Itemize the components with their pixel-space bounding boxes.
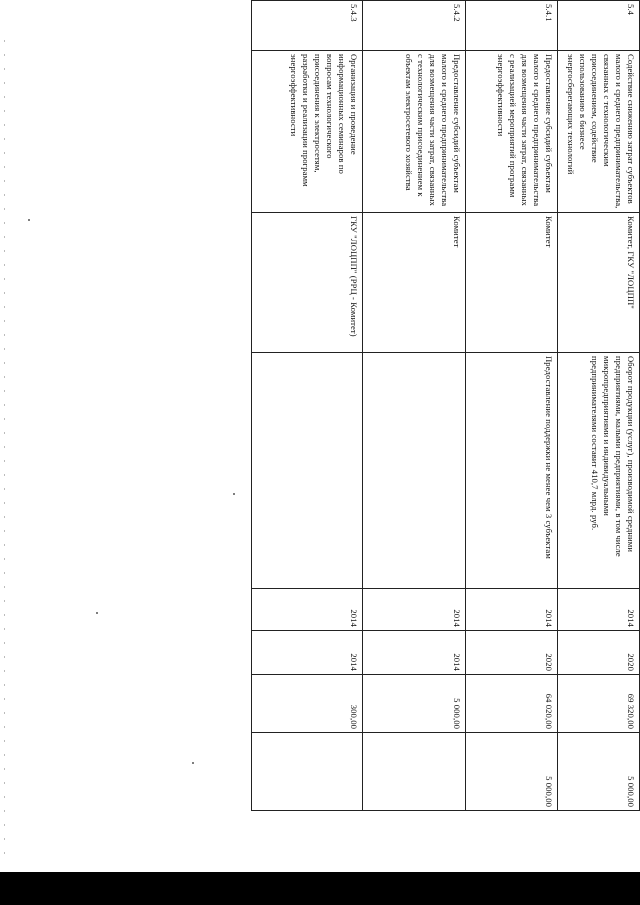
rotated-table-sheet [252,0,640,810]
amount-year-cell: 5 000,00 [466,733,558,811]
year-end-cell: 2014 [363,631,466,675]
result-cell: Предоставление поддержки не менее чем 3 субъектам [466,353,558,589]
measure-cell: Предоставление субсидий субъектам малого и среднего предпринимательства для возмещения части затрат, связанных с реализацией мероприятий программ энергоэффективности [466,51,558,213]
executor-cell: Комитет [466,213,558,353]
table-row [558,1,640,811]
scan-margin-noise [4,40,5,860]
year-start-cell: 2014 [363,589,466,631]
row-number: 5.4 [558,1,640,51]
program-table [251,0,640,811]
year-start-cell: 2014 [558,589,640,631]
year-start-cell: 2014 [252,589,363,631]
amount-total-cell: 64 020,00 [466,675,558,733]
amount-total-cell: 69 320,00 [558,675,640,733]
scan-speck [96,612,98,614]
measure-cell: Предоставление субсидий субъектам малого и среднего предпринимательства для возмещения части затрат, связанных с технологическим присоединением к объектам электросетевого хозяйства [363,51,466,213]
executor-cell: ГКУ "ЛОЦПП" (РРЦ - Комитет) [252,213,363,353]
amount-total-cell: 5 000,00 [363,675,466,733]
amount-year-cell: 5 000,00 [558,733,640,811]
measure-cell: Организация и проведение информационных семинаров по вопросам технологического присоединения к электросетям, разработки и реализации программ энергоэффективности [252,51,363,213]
scan-speck [192,762,194,764]
executor-cell: Комитет [363,213,466,353]
year-start-cell: 2014 [466,589,558,631]
row-number: 5.4.2 [363,1,466,51]
table-row [363,1,466,811]
result-cell: Оборот продукции (услуг), производимой средними предприятиями, малыми предприятиями, в том числе микропредприятиями и индивидуальными предпринимателями составит 410,7 млрд. руб. [558,353,640,589]
amount-total-cell: 300,00 [252,675,363,733]
result-cell [363,353,466,589]
scan-speck [233,493,235,495]
result-cell [252,353,363,589]
table-row [466,1,558,811]
year-end-cell: 2020 [558,631,640,675]
executor-cell: Комитет, ГКУ "ЛОЦПП" [558,213,640,353]
year-end-cell: 2020 [466,631,558,675]
amount-year-cell [363,733,466,811]
amount-year-cell [252,733,363,811]
scan-bottom-black-bar [0,872,640,905]
table-row [252,1,363,811]
row-number: 5.4.1 [466,1,558,51]
row-number: 5.4.3 [252,1,363,51]
measure-cell: Содействие снижению затрат субъектов малого и среднего предпринимательства, связанных с технологическим присоединением, содействие использованию в бизнесе энергосберегающих технологий [558,51,640,213]
year-end-cell: 2014 [252,631,363,675]
scan-speck [28,219,30,221]
